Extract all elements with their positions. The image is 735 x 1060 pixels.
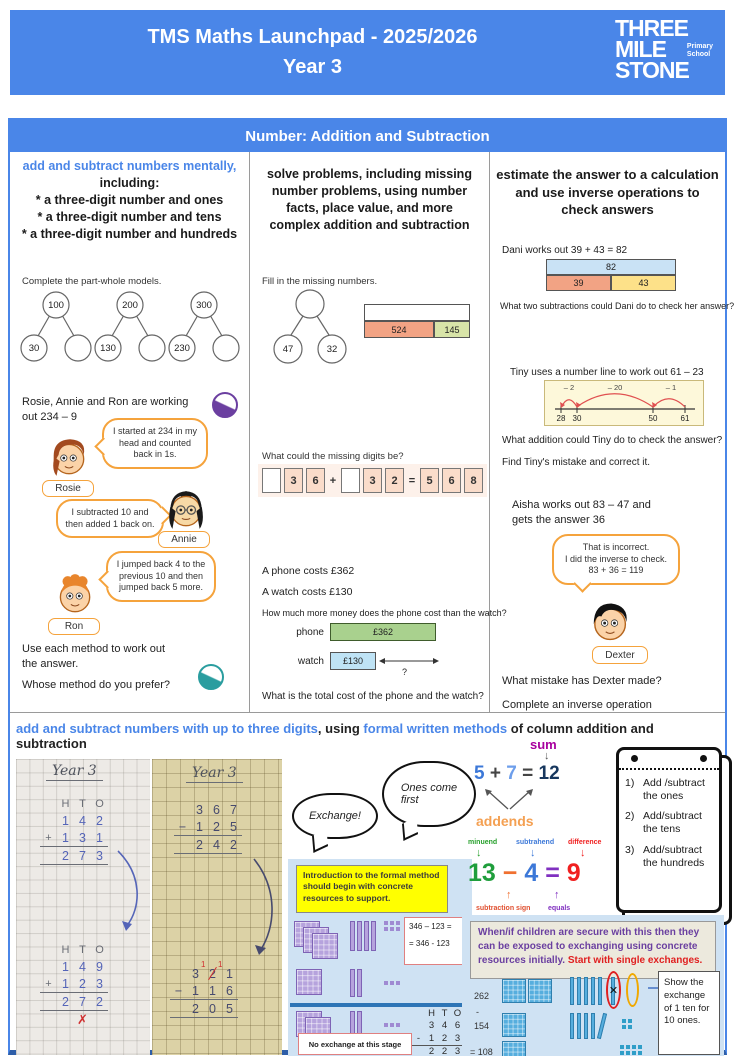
up-arrow: ↑ bbox=[554, 889, 560, 901]
notepad-front-sheet bbox=[616, 747, 722, 913]
column-mental-methods bbox=[10, 152, 250, 712]
page-title-line1: TMS Maths Launchpad - 2025/2026 bbox=[147, 26, 478, 48]
svg-text:47: 47 bbox=[282, 344, 294, 355]
objective-1-l3: * a three-digit number and ones bbox=[35, 192, 224, 207]
phone-cost-text: A phone costs £362 bbox=[262, 565, 355, 577]
difference-arrow bbox=[378, 652, 440, 676]
number-108: = 108 bbox=[470, 1047, 493, 1056]
equals-sign: = bbox=[408, 474, 416, 487]
number-262: 262 bbox=[474, 991, 490, 1001]
discussion-icon bbox=[198, 664, 224, 690]
number-line-svg bbox=[545, 381, 703, 425]
svg-text:50: 50 bbox=[648, 414, 658, 423]
formal-methods-heading bbox=[16, 721, 725, 751]
minuend-label: minuend bbox=[468, 839, 498, 846]
svg-text:230: 230 bbox=[174, 343, 190, 354]
digit-cell-blank bbox=[262, 468, 281, 493]
logo-word-mile: MILE Primary School bbox=[615, 36, 713, 63]
notepad-header bbox=[619, 750, 719, 770]
dani-bar-part: 39 bbox=[546, 275, 611, 291]
hole-icon bbox=[631, 755, 638, 762]
dexter-name-tag: Dexter bbox=[592, 646, 648, 664]
heading-part-black: , using bbox=[317, 721, 364, 736]
subtraction-sum-1: 3 6 7 − 1 2 5 2 4 2 bbox=[174, 801, 242, 854]
photo1-title: Year 3 bbox=[46, 763, 103, 781]
svg-text:130: 130 bbox=[100, 343, 116, 354]
concrete-resources-panel bbox=[288, 859, 472, 1056]
step-item: 1) Add /subtract the ones bbox=[625, 777, 705, 803]
missing-part-whole bbox=[264, 288, 360, 368]
subtraction-work-photo bbox=[152, 759, 282, 1055]
addition-sum-2: H T O 1 4 9 + 1 2 3 2 7 2 ✗ bbox=[40, 941, 108, 1028]
digit-cell: 6 bbox=[442, 468, 461, 493]
hto-column-sum: H T O 3 4 6 - 1 2 3 2 2 3 bbox=[412, 1007, 464, 1056]
phone-bar: £362 bbox=[330, 623, 436, 641]
svg-text:28: 28 bbox=[556, 414, 566, 423]
fill-missing-prompt: Fill in the missing numbers. bbox=[262, 276, 378, 287]
digit-cell: 3 bbox=[284, 468, 303, 493]
curved-arrow bbox=[246, 855, 280, 965]
digit-cell: 5 bbox=[420, 468, 439, 493]
dexter-question-1: What mistake has Dexter made? bbox=[502, 675, 662, 687]
addends-label: addends bbox=[476, 813, 534, 829]
objective-heading-1 bbox=[16, 158, 243, 242]
rosie-speech-bubble: I started at 234 in my head and counted back in 1s. bbox=[102, 418, 208, 469]
crossed-ten-circle: ✕ bbox=[606, 971, 621, 1009]
carry-mark: 1 bbox=[201, 960, 206, 969]
svg-text:– 2: – 2 bbox=[563, 383, 575, 392]
difference-question: How much more money does the phone cost than the watch? bbox=[262, 608, 507, 618]
svg-text:300: 300 bbox=[196, 300, 212, 311]
addition-sum-1: H T O 1 4 2 + 1 3 1 2 7 3 bbox=[40, 795, 108, 865]
missing-digits-prompt: What could the missing digits be? bbox=[262, 451, 404, 462]
svg-text:– 1: – 1 bbox=[665, 383, 677, 392]
svg-text:– 20: – 20 bbox=[607, 383, 623, 392]
equals-label: equals bbox=[548, 905, 571, 912]
exchanged-digit: 2 1 bbox=[204, 965, 221, 982]
prefer-method-text: Whose method do you prefer? bbox=[22, 679, 170, 691]
difference-label: difference bbox=[568, 839, 602, 846]
rosie-name-tag: Rosie bbox=[42, 480, 94, 497]
part-whole-model bbox=[169, 292, 239, 361]
tiny-question-2: Find Tiny's mistake and correct it. bbox=[502, 457, 651, 468]
heading-part-blue: formal written methods bbox=[363, 721, 508, 736]
svg-text:61: 61 bbox=[680, 414, 690, 423]
hole-icon bbox=[700, 755, 707, 762]
subtraction-sign-label: subtraction sign bbox=[476, 905, 531, 912]
addends-arrows bbox=[480, 787, 540, 811]
digit-cell: 6 bbox=[306, 468, 325, 493]
dani-bar-part: 43 bbox=[611, 275, 676, 291]
annie-speech-bubble: I subtracted 10 and then added 1 back on. bbox=[56, 499, 164, 538]
concrete-note: Introduction to the formal method should begin with concrete resources to support. bbox=[296, 865, 448, 913]
addition-equation: 5 + 7 = 12 bbox=[474, 763, 560, 784]
annie-name-tag: Annie bbox=[158, 531, 210, 548]
page-title bbox=[10, 22, 615, 82]
main-panel bbox=[8, 118, 735, 1056]
objective-1-l5: * a three-digit number and hundreds bbox=[21, 226, 238, 241]
svg-text:100: 100 bbox=[48, 300, 64, 311]
single-exchanges-warning: Start with single exchanges. bbox=[565, 955, 703, 966]
tiny-number-line bbox=[544, 380, 704, 426]
watch-bar-label: watch bbox=[297, 656, 324, 667]
total-cost-question: What is the total cost of the phone and the watch? bbox=[262, 691, 484, 702]
svg-text:30: 30 bbox=[28, 343, 40, 354]
part-whole-model bbox=[95, 292, 165, 361]
annie-avatar bbox=[163, 486, 207, 532]
objectives-columns bbox=[10, 152, 735, 713]
digit-cell: 8 bbox=[464, 468, 483, 493]
heading-part-black: of column addition and subtraction bbox=[16, 721, 654, 751]
dexter-avatar bbox=[586, 598, 632, 646]
number-154: 154 bbox=[474, 1021, 490, 1031]
photo2-title: Year 3 bbox=[186, 765, 243, 783]
part-whole-model bbox=[21, 292, 91, 361]
ron-name-tag: Ron bbox=[48, 618, 100, 635]
ron-avatar bbox=[52, 572, 96, 618]
part-whole-prompt: Complete the part-whole models. bbox=[22, 276, 162, 287]
up-arrow: ↑ bbox=[506, 889, 512, 901]
objective-1-l2: including: bbox=[99, 175, 160, 190]
exchanging-panel bbox=[462, 915, 724, 1056]
dani-problem-text: Dani works out 39 + 43 = 82 bbox=[502, 245, 628, 256]
objective-1-blue: add and subtract numbers mentally, bbox=[22, 159, 237, 173]
question-mark-label: ? bbox=[402, 667, 408, 677]
dani-bar-whole: 82 bbox=[546, 259, 676, 275]
school-logo bbox=[615, 15, 713, 84]
exchange-bubble: Exchange! bbox=[292, 793, 378, 839]
subtrahend-label: subtrahend bbox=[516, 839, 555, 846]
use-each-method-text: Use each method to work out the answer. bbox=[22, 643, 166, 670]
objective-1-l4: * a three-digit number and tens bbox=[37, 209, 222, 224]
svg-text:32: 32 bbox=[326, 344, 338, 355]
phone-bar-label: phone bbox=[296, 627, 324, 638]
digit-cell: 2 bbox=[385, 468, 404, 493]
exchange-target-circle bbox=[626, 973, 639, 1007]
exchanged-digit: 1 1 bbox=[218, 960, 233, 981]
down-arrow: ↓ bbox=[544, 750, 550, 762]
logo-word-three: THREE bbox=[615, 15, 688, 41]
formal-methods-section bbox=[10, 713, 725, 1058]
incorrect-mark: ✗ bbox=[77, 1011, 88, 1027]
no-exchange-note: No exchange at this stage bbox=[298, 1033, 412, 1055]
logo-word-stone: STONE bbox=[615, 57, 689, 84]
part-whole-models bbox=[18, 290, 242, 366]
digit-cell: 3 bbox=[363, 468, 382, 493]
ron-speech-bubble: I jumped back 4 to the previous 10 and then jumped back 5 more. bbox=[106, 551, 216, 602]
down-arrow: ↓ bbox=[476, 847, 482, 859]
svg-text:200: 200 bbox=[122, 300, 138, 311]
column-solve-problems bbox=[250, 152, 507, 712]
aisha-problem-text: Aisha works out 83 – 47 and gets the answer 36 bbox=[512, 499, 651, 526]
ones-first-bubble: Ones come first bbox=[382, 761, 476, 827]
down-arrow: ↓ bbox=[530, 847, 536, 859]
vocabulary-diagram bbox=[468, 737, 616, 915]
tiny-question-1: What addition could Tiny do to check the answer? bbox=[502, 435, 723, 446]
exchange-callout: Show the exchange of 1 ten for 10 ones. bbox=[658, 971, 720, 1055]
bar-model-whole-blank bbox=[364, 304, 470, 321]
svg-text:30: 30 bbox=[572, 414, 582, 423]
subtraction-sum-2: 3 2 1 1 1 − 1 1 6 2 0 5 bbox=[170, 965, 238, 1018]
section-title: Number: Addition and Subtraction bbox=[10, 120, 725, 152]
subtraction-equation: 13 − 4 = 9 bbox=[468, 859, 581, 887]
bar-model-part: 145 bbox=[434, 321, 470, 338]
missing-digits-equation bbox=[258, 464, 487, 497]
step-item: 3) Add/subtract the hundreds bbox=[625, 843, 705, 869]
digit-cell-blank bbox=[341, 468, 360, 493]
curved-arrow bbox=[112, 847, 146, 939]
watch-cost-text: A watch costs £130 bbox=[262, 586, 353, 598]
bar-model-part: 524 bbox=[364, 321, 434, 338]
exchanging-note: When/if children are secure with this then they can be exposed to exchanging using concrete resources initially. Start with single exchanges. bbox=[470, 921, 716, 979]
heading-part-blue: add and subtract numbers with up to three digits bbox=[16, 721, 318, 736]
tiny-problem-text: Tiny uses a number line to work out 61 – 23 bbox=[510, 367, 704, 378]
addition-work-photo bbox=[16, 759, 150, 1055]
carry-mark: 1 bbox=[218, 960, 223, 969]
objective-heading-2: solve problems, including missing number problems, using number facts, place value, and more complex addition and subtraction bbox=[267, 167, 472, 232]
dexter-speech-bubble: That is incorrect. I did the inverse to check. 83 + 36 = 119 bbox=[552, 534, 680, 585]
rosie-avatar bbox=[46, 434, 90, 480]
logo-subtitle: Primary School bbox=[686, 43, 713, 58]
page-title-line2: Year 3 bbox=[283, 56, 342, 78]
dexter-question-2: Complete an inverse operation bbox=[502, 699, 652, 711]
dani-question: What two subtractions could Dani do to check her answer? bbox=[500, 301, 735, 311]
column-estimate-inverse bbox=[490, 152, 735, 712]
calculation-box: 346 – 123 = = 346 - 123 bbox=[404, 917, 466, 965]
topic-icon bbox=[212, 392, 238, 418]
minus-sign: - bbox=[476, 1007, 479, 1017]
rosie-problem-intro: Rosie, Annie and Ron are working out 234 – 9 bbox=[22, 396, 189, 423]
down-arrow: ↓ bbox=[580, 847, 586, 859]
page-header bbox=[10, 10, 725, 95]
sum-label: sum bbox=[530, 737, 557, 752]
watch-bar: £130 bbox=[330, 652, 376, 670]
step-item: 2) Add/subtract the tens bbox=[625, 810, 702, 836]
plus-sign: + bbox=[329, 474, 337, 487]
objective-heading-3: estimate the answer to a calculation and use inverse operations to check answers bbox=[496, 167, 719, 218]
